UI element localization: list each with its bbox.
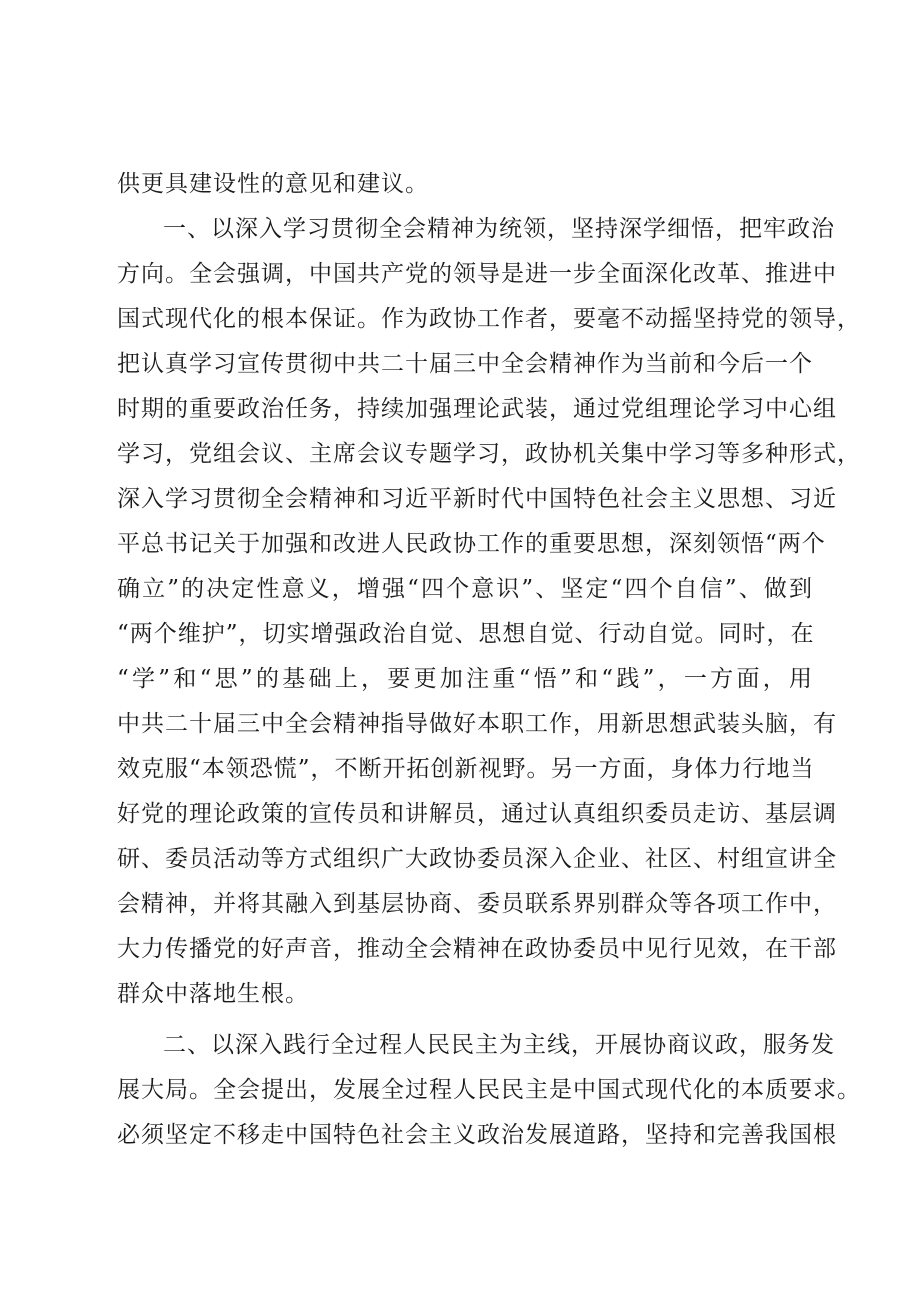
paragraph-line: 深入学习贯彻全会精神和习近平新时代中国特色社会主义思想、习近 xyxy=(117,486,837,512)
paragraph-line: 时期的重要政治任务，持续加强理论武装，通过党组理论学习中心组 xyxy=(117,396,837,422)
paragraph-line: 平总书记关于加强和改进人民政协工作的重要思想，深刻领悟“两个 xyxy=(117,531,826,557)
paragraph-section-two xyxy=(117,1023,861,1158)
paragraph-line: 必须坚定不移走中国特色社会主义政治发展道路，坚持和完善我国根 xyxy=(117,1122,837,1148)
paragraph-line: 确立”的决定性意义，增强“四个意识”、坚定“四个自信”、做到 xyxy=(117,576,813,602)
paragraph-line: “学”和“思”的基础上，要更加注重“悟”和“践”，一方面，用 xyxy=(117,666,813,692)
paragraph-line: 效克服“本领恐慌”，不断开拓创新视野。另一方面，身体力行地当 xyxy=(117,756,815,782)
paragraph-line: 把认真学习宣传贯彻中共二十届三中全会精神作为当前和今后一个 xyxy=(117,351,813,377)
paragraph-line: 展大局。全会提出，发展全过程人民民主是中国式现代化的本质要求。 xyxy=(117,1077,861,1103)
paragraph-intro xyxy=(117,162,813,207)
paragraph-line: 会精神，并将其融入到基层协商、委员联系界别群众等各项工作中， xyxy=(117,891,837,917)
paragraph-line: 学习，党组会议、主席会议专题学习，政协机关集中学习等多种形式， xyxy=(117,441,861,467)
paragraph-section-one xyxy=(117,207,861,1017)
paragraph-line: 供更具建设性的意见和建议。 xyxy=(117,171,429,197)
paragraph-line: 方向。全会强调，中国共产党的领导是进一步全面深化改革、推进中 xyxy=(117,261,837,287)
paragraph-line: 好党的理论政策的宣传员和讲解员，通过认真组织委员走访、基层调 xyxy=(117,801,837,827)
paragraph-line: 一、以深入学习贯彻全会精神为统领，坚持深学细悟，把牢政治 xyxy=(163,216,835,242)
paragraph-line: 群众中落地生根。 xyxy=(117,981,309,1007)
document-body xyxy=(117,162,861,1158)
paragraph-line: 国式现代化的根本保证。作为政协工作者，要毫不动摇坚持党的领导， xyxy=(117,306,861,332)
paragraph-line: 大力传播党的好声音，推动全会精神在政协委员中见行见效，在干部 xyxy=(117,936,837,962)
paragraph-line: “两个维护”，切实增强政治自觉、思想自觉、行动自觉。同时，在 xyxy=(117,621,815,647)
paragraph-line: 研、委员活动等方式组织广大政协委员深入企业、社区、村组宣讲全 xyxy=(117,846,837,872)
paragraph-line: 二、以深入践行全过程人民民主为主线，开展协商议政，服务发 xyxy=(163,1032,835,1058)
paragraph-line: 中共二十届三中全会精神指导做好本职工作，用新思想武装头脑，有 xyxy=(117,711,837,737)
